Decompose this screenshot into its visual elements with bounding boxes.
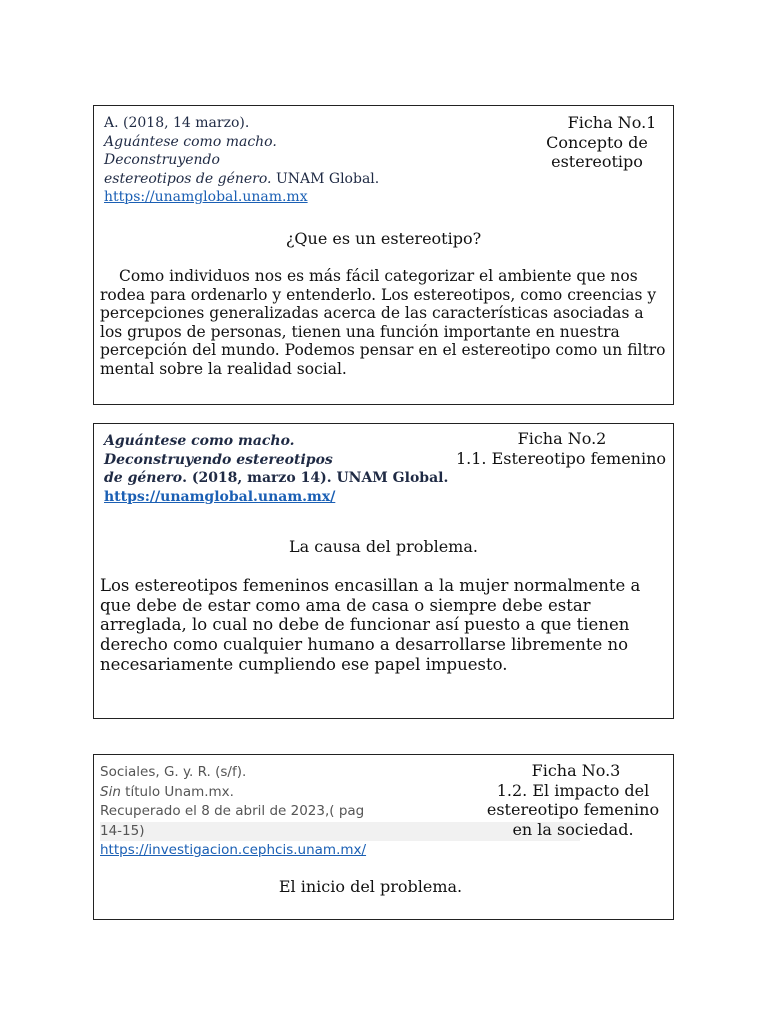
ficha2-ref-line3-rest: . (2018, marzo 14). UNAM Global. (182, 470, 449, 486)
ficha1-reference (104, 114, 379, 207)
ficha3-ref-line4-text: 14-15) (100, 822, 145, 839)
ficha1-ref-line1: A. (2018, 14 marzo). (104, 115, 250, 131)
ficha3-number: Ficha No.3 (531, 761, 621, 780)
ficha3-topic-line2: estereotipo femenino (486, 800, 660, 819)
ficha-card-2 (93, 423, 674, 719)
ficha2-ref-line1: Aguántese como macho. (104, 433, 295, 449)
ficha1-body: Como individuos nos es más fácil categorizar el ambiente que nos rodea para ordenarlo y entenderlo. Los estereotipos, como creencias y percepciones generalizadas acerca de las características asociadas a los grupos de personas, tienen una función importante en nuestra percepción del mundo. Podemos pensar en el estereotipo como un filtro mental sobre la realidad social. (100, 267, 666, 378)
ficha1-ref-line4-rest: UNAM Global. (271, 170, 380, 187)
ficha1-question: ¿Que es un estereotipo? (285, 229, 482, 248)
ficha3-header (478, 761, 668, 839)
ficha1-header (526, 113, 668, 172)
ficha1-number: Ficha No.1 (567, 113, 657, 132)
ficha2-ref-line2: Deconstruyendo estereotipos (104, 451, 333, 468)
ficha-card-1 (93, 105, 674, 405)
ficha2-ref-line3 (104, 469, 448, 488)
ficha3-topic-line3: en la sociedad. (512, 819, 634, 839)
ficha3-ref-line2-rest: título Unam.mx. (120, 783, 234, 800)
ficha2-body: Los estereotipos femeninos encasillan a la mujer normalmente a que debe de estar como ama de casa o siempre debe estar arreglada, lo cual no debe de funcionar así puesto a que tienen derecho como cualquier humano a desarrollarse libremente no necesariamente cumpliendo ese papel impuesto. (100, 576, 641, 674)
ficha3-topic-line1: 1.2. El impacto del (496, 780, 650, 800)
ficha-card-3 (93, 754, 674, 920)
ficha2-question: La causa del problema. (289, 537, 478, 556)
ficha3-ref-line3: Recuperado el 8 de abril de 2023,( pag (100, 803, 365, 819)
ficha3-ref-line2-italic: Sin (100, 783, 121, 800)
ficha2-ref-line3-italic: de género (104, 470, 183, 486)
ficha2-header (452, 429, 670, 468)
ficha1-source-link[interactable]: https://unamglobal.unam.mx (104, 189, 308, 205)
ficha1-ref-line4-italic: estereotipos de género. (104, 170, 272, 187)
ficha3-source-link[interactable]: https://investigacion.cephcis.unam.mx/ (100, 842, 367, 858)
ficha2-reference (104, 432, 448, 506)
ficha2-source-link[interactable]: https://unamglobal.unam.mx/ (104, 488, 336, 505)
ficha2-number: Ficha No.2 (517, 429, 607, 448)
ficha1-ref-line2: Aguántese como macho. (104, 133, 277, 150)
ficha1-topic-line1: Concepto de (546, 132, 648, 152)
ficha3-ref-line1: Sociales, G. y. R. (s/f). (100, 764, 247, 780)
ficha2-topic: 1.1. Estereotipo femenino (455, 448, 667, 468)
ficha1-ref-line4 (104, 170, 379, 189)
ficha1-topic-line2: estereotipo (551, 152, 643, 171)
ficha1-ref-line3: Deconstruyendo (104, 152, 220, 168)
ficha3-question: El inicio del problema. (278, 877, 463, 896)
